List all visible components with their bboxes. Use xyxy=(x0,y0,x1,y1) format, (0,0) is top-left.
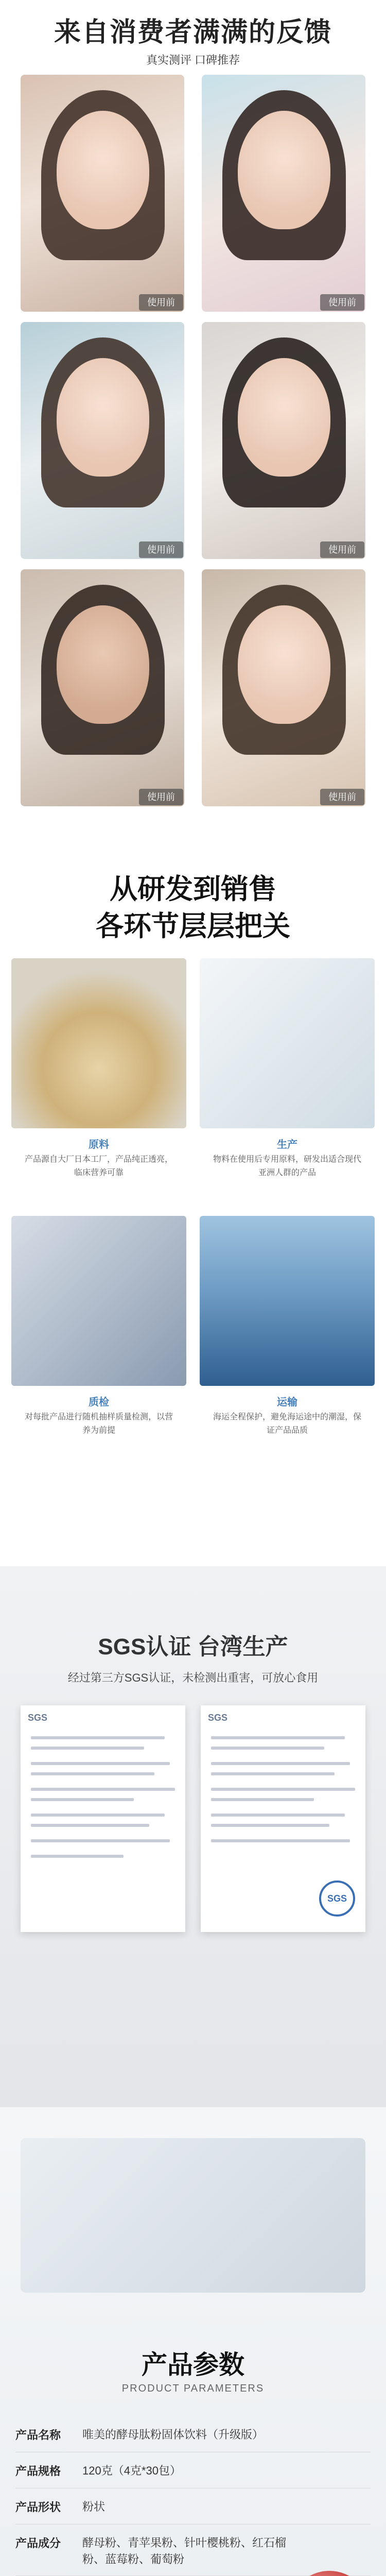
before-tag: 使用前 xyxy=(139,789,183,805)
sgs-certificate: SGS SGS xyxy=(201,1705,365,1932)
before-tag: 使用前 xyxy=(320,789,364,805)
process-section xyxy=(0,845,386,1566)
before-photo xyxy=(202,569,365,806)
sgs-title: SGS认证 台湾生产 xyxy=(98,1634,288,1659)
before-tag: 使用前 xyxy=(320,294,364,311)
param-row: 产品名称 唯美的酵母肽粉固体饮料（升级版） xyxy=(15,2427,371,2452)
sgs-section xyxy=(0,1566,386,2107)
stage-text-production: 物料在使用后专用原料，研发出适合现代亚洲人群的产品 xyxy=(213,1155,361,1177)
stage-text-shipping: 海运全程保护，避免海运途中的潮湿，保证产品品质 xyxy=(213,1413,361,1435)
params-banner-image xyxy=(21,2138,365,2293)
sgs-subtitle: 经过第三方SGS认证，未检测出重害，可放心食用 xyxy=(67,1671,319,1684)
raw-material-image xyxy=(11,958,186,1128)
sgs-certificate: SGS xyxy=(21,1705,185,1932)
before-tag: 使用前 xyxy=(139,541,183,558)
param-row: 产品形状 粉状 xyxy=(15,2499,371,2524)
stage-text-raw: 产品源自大厂日本工厂，产品纯正透亮，临床营养可靠 xyxy=(24,1155,173,1177)
stage-label-raw: 原料 xyxy=(89,1139,109,1150)
before-tag: 使用前 xyxy=(320,541,364,558)
param-row: 产品规格 120克（4克*30包） xyxy=(15,2463,371,2488)
params-title: 产品参数 xyxy=(142,2350,244,2379)
before-photo xyxy=(21,75,184,312)
shipping-image xyxy=(200,1216,375,1386)
production-image xyxy=(200,958,375,1128)
stage-label-inspection: 质检 xyxy=(89,1397,109,1408)
before-photo xyxy=(21,322,184,559)
inspection-image xyxy=(11,1216,186,1386)
before-photo xyxy=(202,75,365,312)
process-title: 从研发到销售 各环节层层把关 xyxy=(96,874,290,942)
param-row: 产品成分 酵母粉、青苹果粉、针叶樱桃粉、红石榴粉、蓝莓粉、葡萄粉 xyxy=(15,2535,371,2576)
params-title-en: PRODUCT PARAMETERS xyxy=(121,2383,265,2394)
stage-label-production: 生产 xyxy=(277,1139,297,1150)
stage-label-shipping: 运输 xyxy=(277,1397,297,1408)
before-photo xyxy=(21,569,184,806)
params-section xyxy=(0,2107,386,2576)
before-photo xyxy=(202,322,365,559)
before-tag: 使用前 xyxy=(139,294,183,311)
stage-text-inspection: 对每批产品进行随机抽样质量检测，以营养为前提 xyxy=(24,1413,173,1435)
feedback-title: 来自消费者满满的反馈 xyxy=(54,18,332,47)
sgs-seal-icon: SGS xyxy=(319,1880,355,1917)
feedback-subtitle: 真实测评 口碑推荐 xyxy=(146,54,240,66)
feedback-section xyxy=(0,0,386,845)
